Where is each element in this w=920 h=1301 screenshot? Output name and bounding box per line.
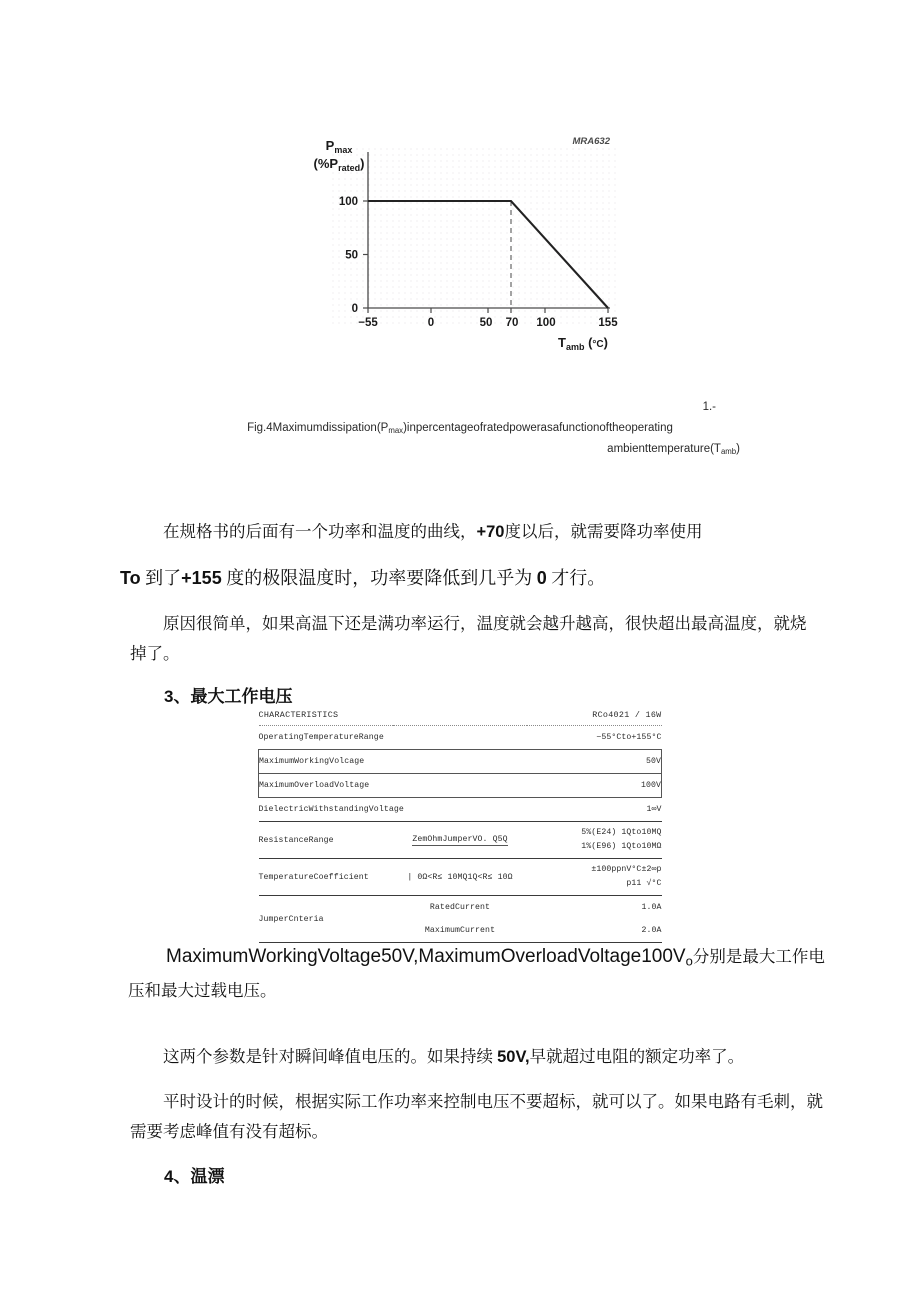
figure-caption <box>180 398 740 461</box>
jumper-criteria-maximum-current-value: 2.0A <box>641 926 662 935</box>
derating-chart-svg <box>308 130 620 356</box>
row-label-temperature-coefficient: TemperatureCoefficient <box>258 872 369 882</box>
paragraph-2-value-0: 0 <box>536 568 547 588</box>
paragraph-4-subscript: o <box>685 952 693 968</box>
spec-table-element <box>258 708 662 943</box>
row-mid-maximum-working-voltage <box>393 750 527 774</box>
row-mid-maximum-overload-voltage <box>393 774 527 798</box>
row-value-dielectric-withstanding-voltage: 1∞V <box>646 805 662 814</box>
figure-caption-line1: $Fig.4Maximumdissipation(P_{max})inpercentageofratedpowerasafunctionoftheoperating$ <box>247 422 673 435</box>
heading-3-wrapper <box>130 687 292 706</box>
paragraph-5-value-50v: 50V, <box>497 1047 530 1066</box>
paragraph-peak-voltage <box>130 1042 820 1072</box>
paragraph-reason <box>130 609 820 669</box>
temperature-coefficient-value-line2: p11 √°C <box>626 879 662 888</box>
paragraph-4-chinese: 分别是最大工作电压和最大过载电压。 <box>128 946 825 1000</box>
row-mid-operating-temperature-range <box>393 726 527 750</box>
x-tick-label-155: 155 <box>598 317 618 329</box>
x-tick-label-50: 50 <box>479 317 493 329</box>
paragraph-limit-temperature <box>120 563 820 593</box>
table-row <box>259 774 662 798</box>
paragraph-4-latin: MaximumWorkingVoltage50V,MaximumOverloadVoltage100V <box>166 945 686 967</box>
row-label-maximum-working-voltage: MaximumWorkingVolcage <box>259 750 393 774</box>
heading-4-number: 4 <box>164 1167 174 1186</box>
temperature-coefficient-value-line1: ±100ppnV°C±2∞p <box>591 865 662 874</box>
paragraph-2-text-f: 才行。 <box>546 568 606 588</box>
heading-4-text: 、温漂 <box>173 1167 225 1186</box>
heading-3-text: 、最大工作电压 <box>173 687 293 706</box>
jumper-criteria-maximum-current-label: MaximumCurrent <box>424 926 496 935</box>
y-axis-title-line2: $(\%P_{rated})$ <box>313 156 365 173</box>
resistance-range-value-line2: 1%(E96) 1Qto10MΩ <box>581 842 662 851</box>
row-mid-temperature-coefficient: | 0Ω<R≤ 10MQ1Q<R≤ 10Ω <box>407 872 513 882</box>
row-label-jumper-criteria: JumperCnteria <box>258 914 324 924</box>
resistance-range-sub-note: ZemOhmJumperVO. Q5Q <box>412 834 508 844</box>
row-label-resistance-range: ResistanceRange <box>258 835 334 845</box>
y-axis-title-line1: $P_{max}$ <box>325 138 353 155</box>
paragraph-5-text-c: 早就超过电阻的额定功率了。 <box>529 1046 745 1066</box>
figure-caption-sub-amb: amb <box>720 446 737 456</box>
row-label-maximum-overload-voltage: MaximumOverloadVoltage <box>259 774 393 798</box>
section-heading-temperature-drift <box>130 1162 730 1192</box>
x-tick-label-minus55: −55 <box>358 317 378 329</box>
heading-3-number: 3 <box>164 687 174 706</box>
paragraph-derating-intro <box>130 517 810 547</box>
paragraph-6-text: 平时设计的时候，根据实际工作功率来控制电压不要超标，就可以了。如果电路有毛刺，就需要考虑峰值有没有超标。 <box>130 1091 823 1141</box>
derating-chart-figure <box>308 130 620 356</box>
table-row <box>259 750 662 774</box>
row-value-maximum-working-voltage: 50V <box>527 750 661 774</box>
chart-grid-background <box>330 148 618 326</box>
row-label-dielectric-withstanding-voltage: DielectricWithstandingVoltage <box>258 805 404 814</box>
figure-caption-number: 1.- <box>702 401 716 413</box>
row-mid-dielectric-withstanding-voltage <box>393 798 527 822</box>
paragraph-2-text-b: 到了 <box>140 568 182 588</box>
row-label-operating-temperature-range: OperatingTemperatureRange <box>258 733 384 742</box>
paragraph-voltage-explanation <box>128 942 828 1006</box>
heading-4-wrapper <box>130 1167 224 1186</box>
resistance-range-value-line1: 5%(E24) 1Qto10MQ <box>581 828 662 837</box>
row-value-resistance-range <box>527 822 661 859</box>
x-axis-title: $T_{amb}$ (°C) <box>558 335 608 352</box>
paragraph-2-value-155: +155 <box>181 568 222 588</box>
table-row <box>259 726 662 750</box>
paragraph-1-value-70: +70 <box>476 522 505 541</box>
spec-table-header-left: CHARACTERISTICS <box>258 710 339 720</box>
table-row-temperature-coefficient <box>259 859 662 896</box>
row-value-maximum-overload-voltage: 100V <box>527 774 661 798</box>
row-value-operating-temperature-range: −55°Cto+155°C <box>596 733 662 742</box>
jumper-criteria-rated-current-label: RatedCurrent <box>429 903 491 912</box>
paragraph-design-advice <box>130 1087 830 1147</box>
paragraph-2-to: To <box>120 568 141 588</box>
x-tick-label-100: 100 <box>536 317 556 329</box>
figure-caption-sub-max: max <box>388 425 404 435</box>
table-row <box>259 798 662 822</box>
table-row-resistance-range <box>259 822 662 859</box>
figure-caption-line2: $ambienttemperature(T_{amb})$ <box>607 442 740 456</box>
paragraph-5-text-a: 这两个参数是针对瞬间峰值电压的。如果持续 <box>163 1046 498 1066</box>
table-row-jumper-criteria-rated <box>259 896 662 920</box>
x-tick-label-70: 70 <box>505 317 519 329</box>
chart-watermark-label: MRA632 <box>572 136 610 147</box>
y-tick-label-100: 100 <box>338 196 358 208</box>
paragraph-2-text-d: 度的极限温度时，功率要降低到几乎为 <box>221 568 537 588</box>
specifications-table <box>258 708 662 943</box>
x-tick-label-0: 0 <box>427 317 435 329</box>
spec-table-header-right: RCo4021 / 16W <box>592 710 662 720</box>
y-tick-label-0: 0 <box>351 303 358 315</box>
row-value-temperature-coefficient <box>527 859 661 896</box>
y-tick-label-50: 50 <box>345 249 358 262</box>
jumper-criteria-rated-current-value: 1.0A <box>641 903 662 912</box>
paragraph-1-text-a: 在规格书的后面有一个功率和温度的曲线， <box>163 521 477 541</box>
spec-table-header-row <box>259 708 662 726</box>
row-mid-resistance-range <box>393 822 527 859</box>
paragraph-3-text: 原因很简单，如果高温下还是满功率运行，温度就会越升越高，很快超出最高温度，就烧掉了。 <box>130 613 807 663</box>
paragraph-1-text-c: 度以后，就需要降功率使用 <box>504 521 703 541</box>
